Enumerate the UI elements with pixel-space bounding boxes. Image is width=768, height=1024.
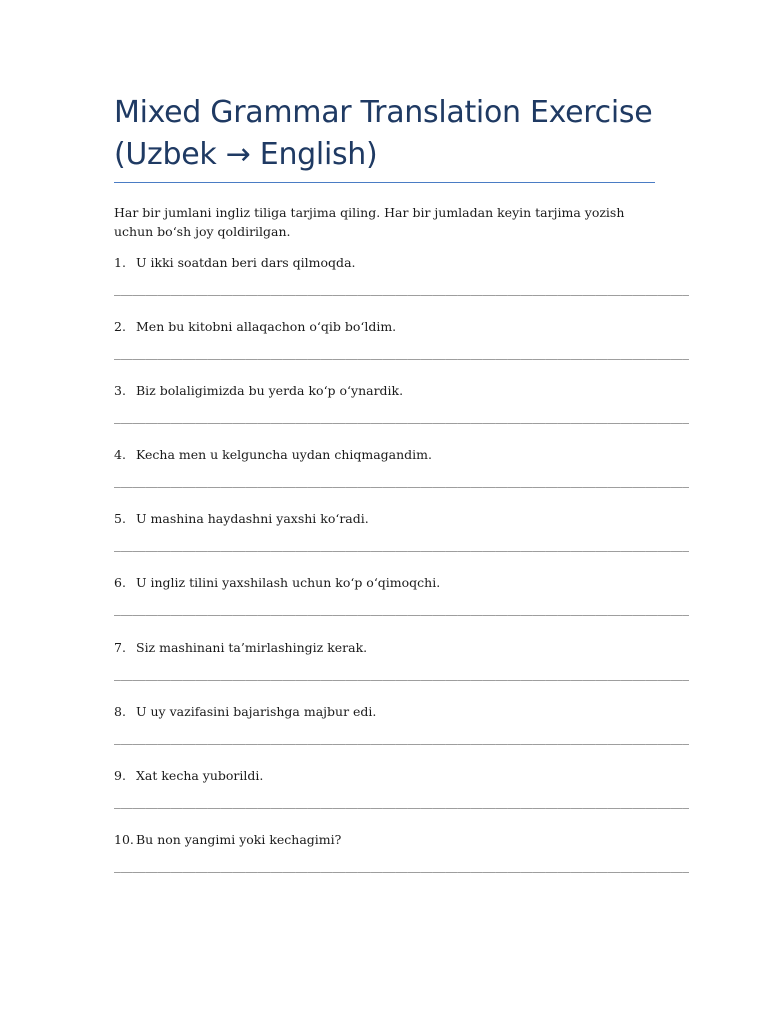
answer-blank: ____________________________________________________________________________________________ (114, 344, 689, 360)
item-sentence: U ingliz tilini yaxshilash uchun ko‘p o‘qimoqchi. (136, 575, 441, 591)
answer-blank: ____________________________________________________________________________________________ (114, 537, 689, 553)
exercise-item (114, 767, 689, 831)
item-sentence: U mashina haydashni yaxshi ko‘radi. (136, 511, 369, 527)
item-number: 1. (114, 254, 126, 270)
answer-blank: ____________________________________________________________________________________________ (114, 280, 689, 296)
exercise-item (114, 510, 689, 574)
item-number: 8. (114, 703, 126, 719)
item-sentence: Xat kecha yuborildi. (136, 768, 264, 783)
item-sentence: Biz bolaligimizda bu yerda ko‘p o‘ynardik. (136, 382, 404, 398)
title-divider (114, 182, 655, 183)
exercise-item (114, 446, 689, 510)
item-number: 9. (114, 768, 126, 783)
item-number: 7. (114, 639, 126, 655)
title-line-1: Mixed Grammar Translation Exercise (114, 95, 653, 130)
item-sentence: Kecha men u kelguncha uydan chiqmagandim. (136, 447, 433, 463)
item-number: 6. (114, 575, 126, 591)
item-number: 10. (114, 832, 134, 848)
item-sentence: U uy vazifasini bajarishga majbur edi. (136, 703, 377, 719)
title-line-2: (Uzbek → English) (114, 137, 378, 172)
exercise-item (114, 382, 689, 446)
answer-blank: ____________________________________________________________________________________________ (114, 408, 689, 424)
instructions: Har bir jumlani ingliz tiliga tarjima qiling. Har bir jumladan keyin tarjima yozish uchun bo‘sh joy qoldirilgan. (114, 205, 625, 239)
item-sentence: Bu non yangimi yoki kechagimi? (136, 832, 342, 848)
answer-blank: ____________________________________________________________________________________________ (114, 473, 689, 489)
exercise-item (114, 639, 689, 703)
answer-blank: ____________________________________________________________________________________________ (114, 858, 689, 874)
item-number: 2. (114, 318, 126, 334)
item-sentence: U ikki soatdan beri dars qilmoqda. (136, 254, 356, 270)
exercise-item (114, 703, 689, 767)
answer-blank: ____________________________________________________________________________________________ (114, 729, 689, 745)
exercise-item (114, 574, 689, 638)
document-page (114, 92, 689, 895)
item-sentence: Men bu kitobni allaqachon o‘qib bo‘ldim. (136, 318, 397, 334)
answer-blank: ____________________________________________________________________________________________ (114, 665, 689, 681)
answer-blank: ____________________________________________________________________________________________ (114, 794, 689, 809)
item-number: 3. (114, 382, 126, 398)
exercise-list (114, 254, 689, 896)
document-title (114, 92, 655, 176)
answer-blank: ____________________________________________________________________________________________ (114, 601, 689, 617)
exercise-item (114, 254, 689, 318)
item-number: 5. (114, 511, 126, 527)
exercise-item (114, 831, 689, 895)
item-sentence: Siz mashinani ta’mirlashingiz kerak. (136, 639, 368, 655)
exercise-item (114, 318, 689, 382)
item-number: 4. (114, 447, 126, 463)
